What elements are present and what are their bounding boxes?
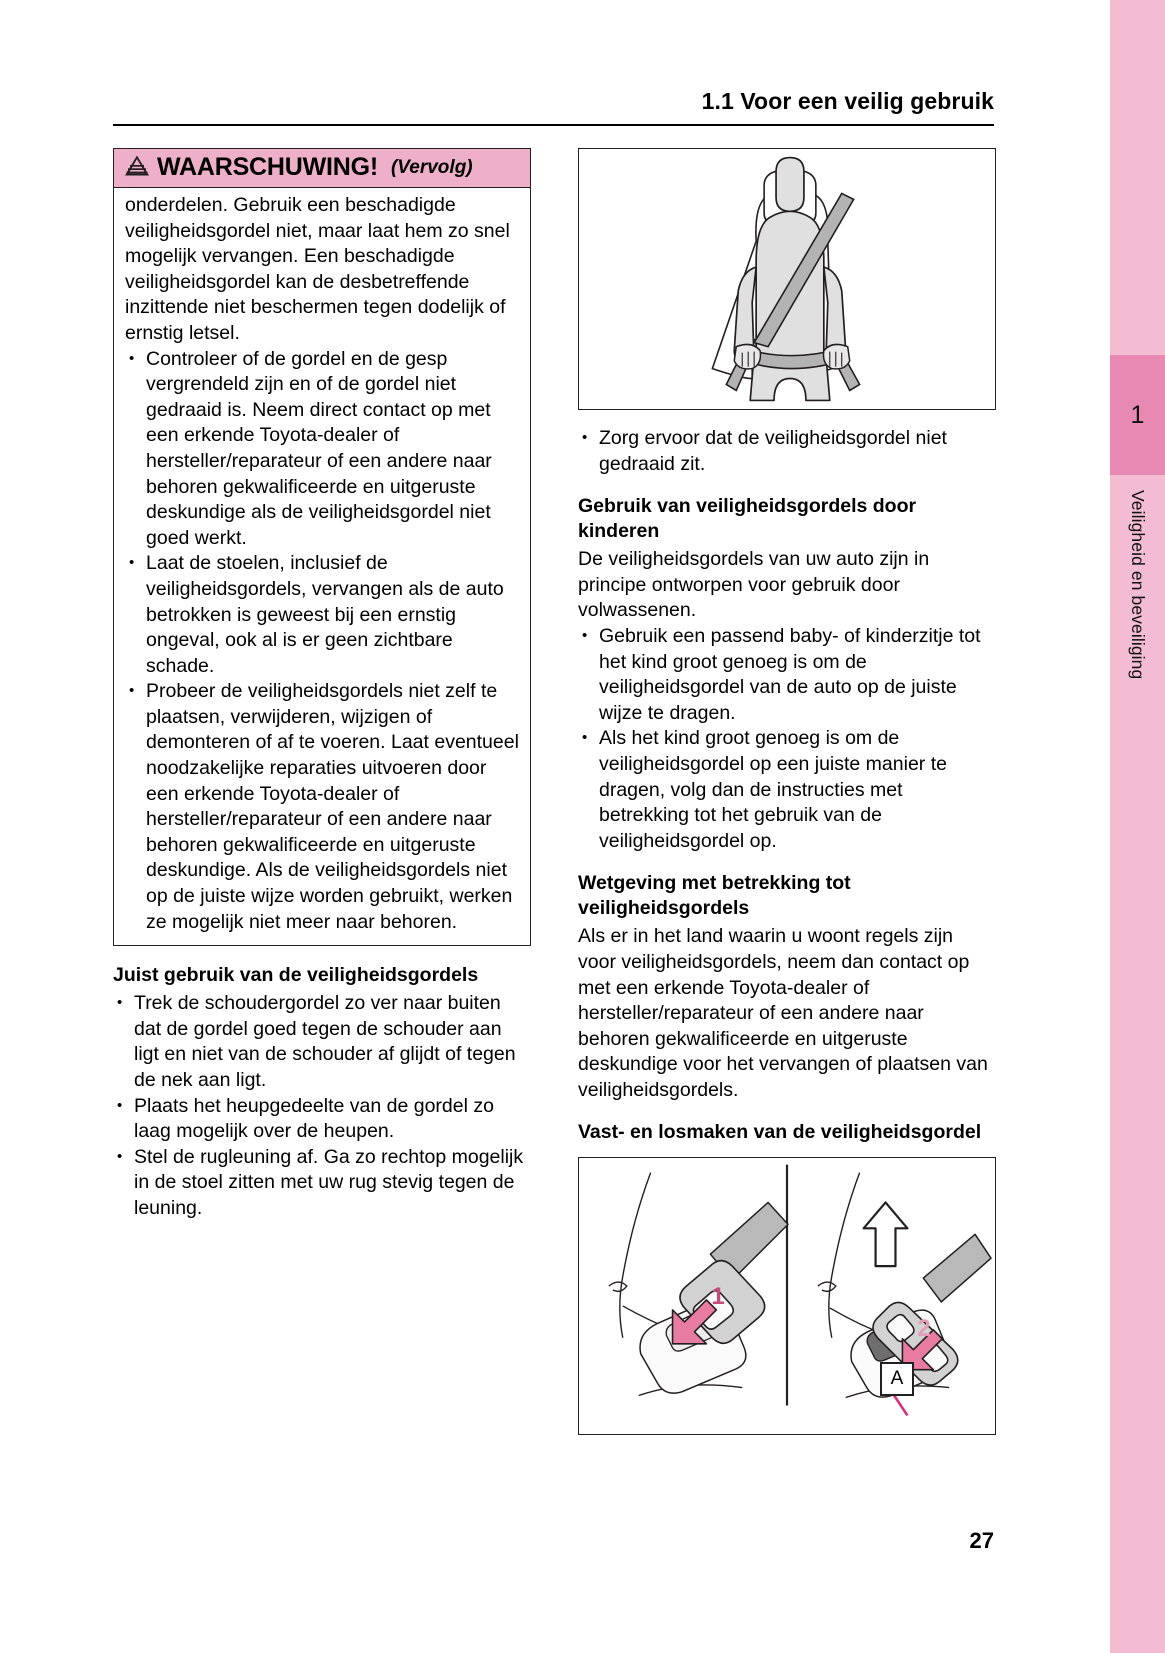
chapter-side-tab (1110, 0, 1165, 1653)
warning-bullet-list (125, 347, 519, 936)
callout-label-a: A (880, 1362, 914, 1396)
list-item: • Probeer de veiligheidsgordels niet zelf te plaatsen, verwijderen, wijzigen of demonteren of af te voeren. Laat eventueel noodzakelijke reparaties uitvoeren door een erkende Toyota-dealer of hersteller/reparateur of een andere naar behoren gekwalificeerde en uitgeruste deskundige. Als de veiligheidsgordels niet op de juiste wijze worden gebruikt, werken ze mogelijk niet meer naar behoren. (125, 679, 519, 935)
header-divider (113, 124, 994, 126)
chapter-title-vertical (1110, 490, 1165, 910)
left-column (113, 148, 531, 1222)
legislation-paragraph: Als er in het land waarin u woont regels zijn voor veiligheidsgordels, neem dan contact op met een erkende Toyota-dealer of hersteller/reparateur of een andere naar behoren gekwalificeerde en uitgeruste deskundige voor het vervangen of plaatsen van veiligheidsgordels. (578, 925, 988, 1101)
occupant-wearing-seatbelt-illustration (578, 148, 996, 410)
warning-title: WAARSCHUWING! (157, 153, 378, 181)
warning-intro-paragraph: onderdelen. Gebruik een beschadigde veiligheidsgordel niet, maar laat hem zo snel mogelijk vervangen. Een beschadigde veiligheidsgordel kan de desbetreffende inzittende niet beschermen tegen dodelijk of ernstig letsel. (125, 194, 510, 344)
chapter-number-badge (1110, 355, 1165, 475)
section-heading-buckle: Vast- en losmaken van de veiligheidsgordel (578, 1121, 982, 1144)
chapter-title-text: Veiligheid en beveiliging (1128, 490, 1148, 680)
list-item: • Stel de rugleuning af. Ga zo rechtop mogelijk in de stoel zitten met uw rug stevig tegen de leuning. (113, 1145, 531, 1222)
seatbelt-buckle-fasten-release-illustration (578, 1157, 996, 1435)
warning-triangle-icon (124, 154, 150, 182)
warning-header (114, 149, 530, 188)
children-paragraph: De veiligheidsgordels van uw auto zijn in principe ontworpen voor gebruik door volwassenen. (578, 548, 930, 622)
list-item: • Plaats het heupgedeelte van de gordel zo laag mogelijk over de heupen. (113, 1094, 531, 1145)
warning-body (114, 188, 530, 945)
children-bullet-list (578, 624, 996, 854)
warning-continued-label: (Vervolg) (390, 156, 473, 178)
chapter-number-label: 1 (1130, 400, 1145, 429)
list-item: • Gebruik een passend baby- of kinderzitje tot het kind groot genoeg is om de veiligheidsgordel van de auto op de juiste wijze te dragen. (578, 624, 996, 726)
callout-step-1: 1 (711, 1283, 725, 1311)
list-item: • Trek de schoudergordel zo ver naar buiten dat de gordel goed tegen de schouder aan ligt en niet van de schouder af glijdt of tegen de nek aan ligt. (113, 991, 531, 1093)
list-item: • Als het kind groot genoeg is om de veiligheidsgordel op een juiste manier te dragen, volg dan de instructies met betrekking tot het gebruik van de veiligheidsgordel op. (578, 726, 996, 854)
page-number: 27 (969, 1528, 994, 1553)
warning-callout-box (113, 148, 531, 946)
figure-top-bullet-list (578, 426, 996, 477)
correct-use-bullet-list (113, 991, 531, 1221)
list-item: • Controleer of de gordel en de gesp vergrendeld zijn en of de gordel niet gedraaid is. Neem direct contact op met een erkende Toyota-dealer of hersteller/reparateur of een andere naar behoren gekwalificeerde en uitgeruste deskundige als de veiligheidsgordel niet goed werkt. (125, 347, 519, 552)
page-title: 1.1 Voor een veilig gebruik (701, 88, 994, 114)
list-item: • Laat de stoelen, inclusief de veiligheidsgordels, vervangen als de auto betrokken is geweest bij een ernstig ongeval, ook al is er geen zichtbare schade. (125, 551, 519, 679)
section-heading-correct-use: Juist gebruik van de veiligheidsgordels (113, 964, 479, 987)
list-item: • Zorg ervoor dat de veiligheidsgordel niet gedraaid zit. (578, 426, 996, 477)
callout-step-2: 2 (917, 1315, 931, 1343)
section-heading-legislation: Wetgeving met betrekking tot veiligheidsgordels (578, 872, 851, 920)
section-heading-children: Gebruik van veiligheidsgordels door kinderen (578, 495, 917, 543)
right-column (578, 148, 996, 1435)
